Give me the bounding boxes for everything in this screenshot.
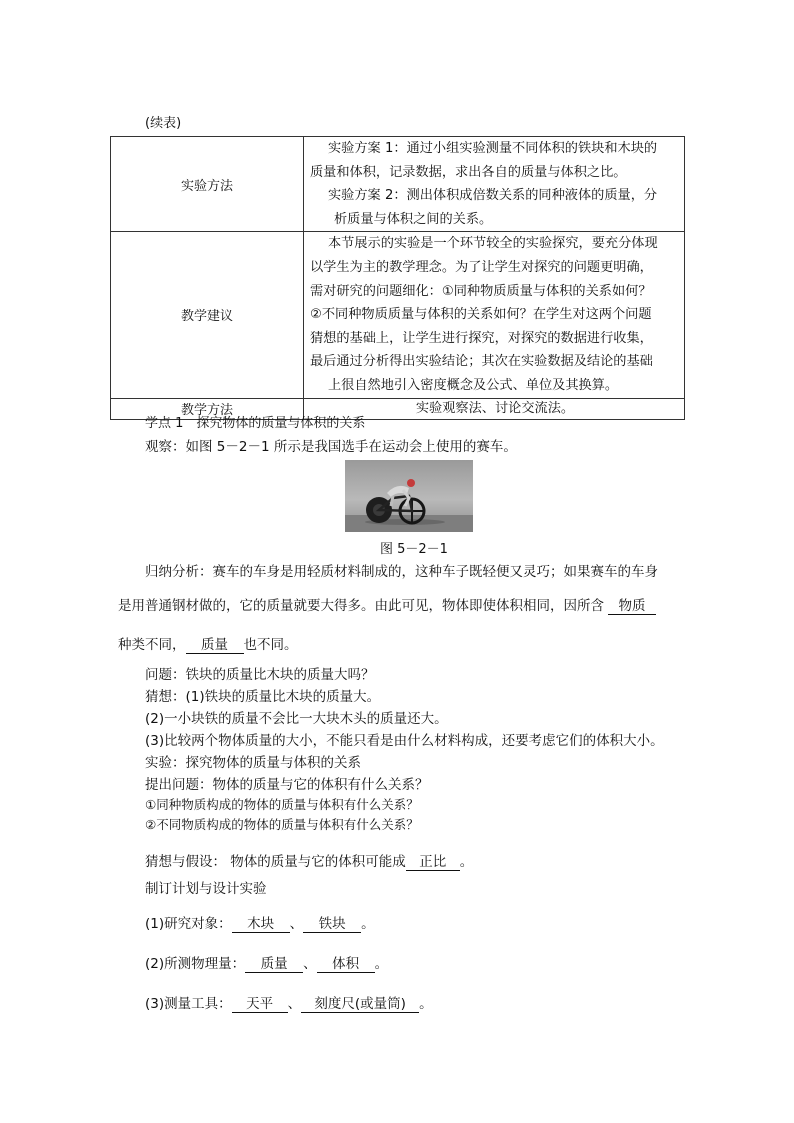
- text-line: 析质量与体积之间的关系。: [334, 211, 493, 227]
- ask-item-2: ②不同物质构成的物体的质量与体积有什么关系？: [145, 817, 419, 832]
- ask-question: 提出问题：物体的质量与它的体积有什么关系？: [145, 777, 429, 793]
- item-physical-quantities: [145, 952, 388, 973]
- analysis-text: 种类不同，: [118, 637, 186, 653]
- teaching-plan-table: [110, 136, 685, 420]
- item-research-object: [145, 912, 375, 933]
- table-row: [111, 137, 685, 232]
- text-line: 实验方案 1：通过小组实验测量不同体积的铁块和木块的: [328, 141, 658, 156]
- guess-1: 猜想：(1)铁块的质量比木块的质量大。: [145, 689, 381, 705]
- answer-blank-mass-quantity: 质量: [245, 957, 303, 973]
- figure-caption: 图 5－2－1: [380, 542, 448, 557]
- experiment-title: 实验：探究物体的质量与体积的关系: [145, 755, 361, 771]
- item-label: (1)研究对象：: [145, 916, 232, 932]
- row-label-suggestion: 教学建议: [111, 232, 304, 398]
- item-label: (3)测量工具：: [145, 996, 232, 1012]
- text-line: 实验方案 2：测出体积成倍数关系的同种液体的质量，分: [328, 188, 658, 204]
- text-line: 以学生为主的教学理念。为了让学生对探究的问题更明确，: [310, 259, 653, 275]
- guess-2: (2)一小块铁的质量不会比一大块木头的质量还大。: [145, 711, 448, 727]
- row-label-method: 实验方法: [111, 137, 304, 232]
- table-row: [111, 232, 685, 398]
- answer-blank-iron: 铁块: [303, 917, 361, 933]
- answer-blank-substance: 物质: [608, 599, 656, 615]
- separator: 、: [287, 996, 302, 1012]
- text-line: 实验观察法、讨论交流法。: [415, 401, 575, 417]
- analysis-line-3: [118, 633, 298, 654]
- separator: 、: [303, 956, 317, 972]
- answer-blank-mass: 质量: [186, 638, 244, 654]
- end-mark: 。: [374, 956, 389, 972]
- answer-blank-volume: 体积: [317, 957, 375, 973]
- hypothesis-line: [145, 850, 473, 871]
- analysis-line-1: 归纳分析：赛车的车身是用轻质材料制成的，这种车子既轻便又灵巧；如果赛车的车身: [145, 564, 658, 580]
- text-line: ②不同种物质质量与体积的关系如何？在学生对这两个问题: [310, 307, 652, 323]
- racing-bicycle-figure: [345, 460, 473, 532]
- answer-blank-ruler: 刻度尺(或量筒): [301, 997, 419, 1013]
- item-measuring-tools: [145, 992, 433, 1013]
- text-line: 上很自然地引入密度概念及公式、单位及其换算。: [328, 377, 619, 393]
- question-text: 问题：铁块的质量比木块的质量大吗？: [145, 667, 375, 683]
- item-label: (2)所测物理量：: [145, 956, 246, 972]
- row-label-teaching-method: 教学方法: [111, 398, 304, 419]
- text-line: 最后通过分析得出实验结论；其次在实验数据及结论的基础: [310, 354, 653, 370]
- text-line: 质量和体积，记录数据，求出各自的质量与体积之比。: [310, 164, 627, 180]
- plan-heading: 制订计划与设计实验: [145, 881, 267, 897]
- end-mark: 。: [419, 996, 433, 1012]
- text-line: 本节展示的实验是一个环节较全的实验探究，要充分体现: [328, 236, 658, 252]
- answer-blank-proportional: 正比: [406, 855, 460, 871]
- row-content-suggestion: [304, 232, 685, 398]
- ask-item-1: ①同种物质构成的物体的质量与体积有什么关系？: [145, 797, 419, 812]
- analysis-line-2: [118, 594, 656, 615]
- text-line: 猜想的基础上，让学生进行探究，对探究的数据进行收集，: [310, 330, 653, 346]
- guess-3: (3)比较两个物体质量的大小，不能只看是由什么材料构成，还要考虑它们的体积大小。: [145, 733, 664, 749]
- section-heading: 学点 1 探究物体的质量与体积的关系: [145, 416, 366, 431]
- hypothesis-text: 。: [459, 854, 474, 870]
- separator: 、: [289, 916, 304, 932]
- answer-blank-balance: 天平: [232, 997, 288, 1013]
- analysis-text: 也不同。: [243, 637, 298, 653]
- end-mark: 。: [361, 916, 375, 932]
- analysis-text: 是用普通钢材做的，它的质量就要大得多。由此可见，物体即使体积相同，因所含: [118, 598, 604, 614]
- answer-blank-wood: 木块: [232, 917, 290, 933]
- row-content-method: [304, 137, 685, 232]
- continued-label: (续表): [145, 116, 182, 131]
- observe-text: 观察：如图 5－2－1 所示是我国选手在运动会上使用的赛车。: [145, 439, 517, 455]
- hypothesis-text: 猜想与假设： 物体的质量与它的体积可能成: [145, 854, 406, 870]
- text-line: 需对研究的问题细化：①同种物质质量与体积的关系如何？: [310, 283, 652, 299]
